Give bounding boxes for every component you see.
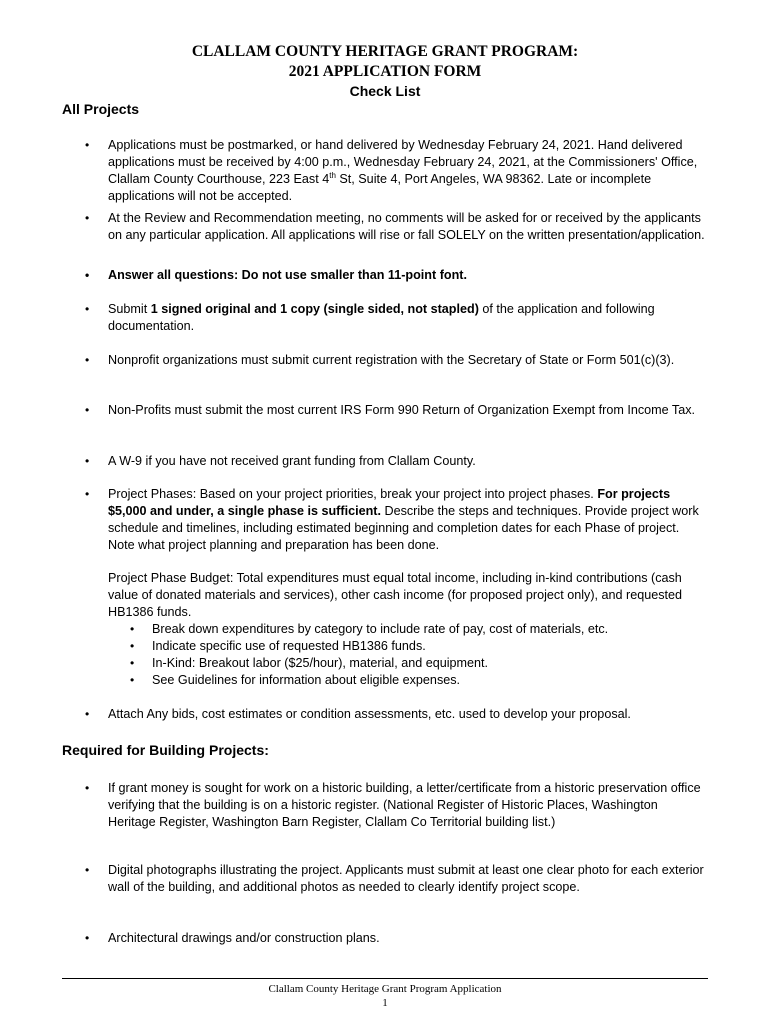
checklist-item-nonprofit-registration	[85, 352, 708, 369]
subitem-text: Break down expenditures by category to include rate of pay, cost of materials, etc.	[152, 622, 609, 636]
bullet-icon: •	[130, 622, 135, 636]
budget-subitem	[130, 672, 712, 689]
item-text: Non-Profits must submit the most current IRS Form 990 Return of Organization Exempt from Income Tax.	[108, 403, 695, 417]
bullet-icon: •	[85, 268, 90, 282]
all-projects-heading: All Projects	[62, 101, 140, 117]
budget-subitem	[130, 638, 712, 655]
bullet-icon: •	[85, 353, 90, 367]
item-text: Submit	[108, 302, 151, 316]
check-list-subtitle: Check List	[349, 83, 421, 99]
bullet-icon: •	[85, 487, 90, 501]
bullet-icon: •	[85, 211, 90, 225]
item-text-continued: of the application and following documentation.	[108, 302, 655, 333]
checklist-item-answer-all	[85, 267, 708, 284]
building-item-historic-letter	[85, 780, 708, 831]
item-text: A W-9 if you have not received grant funding from Clallam County.	[108, 454, 476, 468]
document-title-line-2: 2021 APPLICATION FORM	[288, 63, 482, 80]
building-projects-heading: Required for Building Projects:	[62, 742, 269, 758]
bullet-icon: •	[130, 639, 135, 653]
item-text: Applications must be postmarked, or hand delivered by Wednesday February 24, 2021. Hand delivered applications must be received by 4:00 p.m., Wednesday February 24, 2021, at the Commissioners' Office, Clallam County Courthouse, 223 East 4	[108, 138, 698, 186]
checklist-item-review-meeting	[85, 210, 708, 244]
bullet-icon: •	[85, 454, 90, 468]
checklist-item-w9	[85, 453, 708, 470]
checklist-item-postmark-deadline	[85, 137, 708, 205]
building-item-digital-photographs	[85, 862, 708, 896]
subitem-text: See Guidelines for information about eligible expenses.	[152, 673, 461, 687]
subitem-text: In-Kind: Breakout labor ($25/hour), material, and equipment.	[152, 656, 489, 670]
document-title-line-1: CLALLAM COUNTY HERITAGE GRANT PROGRAM:	[191, 43, 579, 60]
bullet-icon: •	[85, 138, 90, 152]
checklist-item-project-phases	[85, 486, 708, 554]
bullet-icon: •	[85, 781, 90, 795]
budget-subitem	[130, 655, 712, 672]
project-phase-budget-paragraph: Project Phase Budget: Total expenditures must equal total income, including in-kind contributions (cash value of donated materials and services), other cash income (for proposed project only), and requested HB1386 funds.	[108, 571, 683, 619]
item-text: Nonprofit organizations must submit current registration with the Secretary of State or Form 501(c)(3).	[108, 353, 675, 367]
item-text-bold: For projects $5,000 and under, a single phase is sufficient.	[108, 487, 671, 518]
item-text: If grant money is sought for work on a historic building, a letter/certificate from a historic preservation office verifying that the building is on a historic register. (National Register of Historic Places, Washington Heritage Register, Washington Barn Register, Clallam Co Territorial building list.)	[108, 781, 701, 829]
item-text-continued: Describe the steps and techniques. Provide project work schedule and timelines, including estimated beginning and completion dates for each Phase of project. Note what project planning and preparation has been done.	[108, 504, 699, 552]
checklist-item-irs-form-990	[85, 402, 708, 419]
checklist-item-attach-bids	[85, 706, 708, 723]
footer-divider	[62, 978, 708, 979]
item-text: At the Review and Recommendation meeting, no comments will be asked for or received by the applicants on any particular application. All applications will rise or fall SOLELY on the written presentation/application.	[108, 211, 705, 242]
page-number: 1	[382, 997, 388, 1009]
footer-text: Clallam County Heritage Grant Program Application	[268, 983, 502, 995]
item-text-superscript: th	[329, 170, 336, 180]
item-text: Digital photographs illustrating the project. Applicants must submit at least one clear photo for each exterior wall of the building, and additional photos as needed to clearly identify project scope.	[108, 863, 704, 894]
item-text: Project Phases: Based on your project priorities, break your project into project phases.	[108, 487, 598, 501]
budget-subitem	[130, 621, 712, 638]
bullet-icon: •	[85, 931, 90, 945]
subitem-text: Indicate specific use of requested HB1386 funds.	[152, 639, 426, 653]
checklist-item-submit-copies	[85, 301, 708, 335]
item-text-bold: 1 signed original and 1 copy (single sided, not stapled)	[150, 302, 479, 316]
bullet-icon: •	[130, 656, 135, 670]
item-text: Attach Any bids, cost estimates or condition assessments, etc. used to develop your proposal.	[108, 707, 631, 721]
item-text: Architectural drawings and/or construction plans.	[108, 931, 380, 945]
bullet-icon: •	[85, 863, 90, 877]
bullet-icon: •	[85, 707, 90, 721]
bullet-icon: •	[85, 302, 90, 316]
item-text-continued: St, Suite 4, Port Angeles, WA 98362. Late or incomplete applications will not be accepted.	[108, 172, 652, 203]
item-text: Answer all questions: Do not use smaller than 11-point font.	[108, 268, 467, 282]
bullet-icon: •	[85, 403, 90, 417]
building-item-architectural-drawings	[85, 930, 708, 947]
bullet-icon: •	[130, 673, 135, 687]
